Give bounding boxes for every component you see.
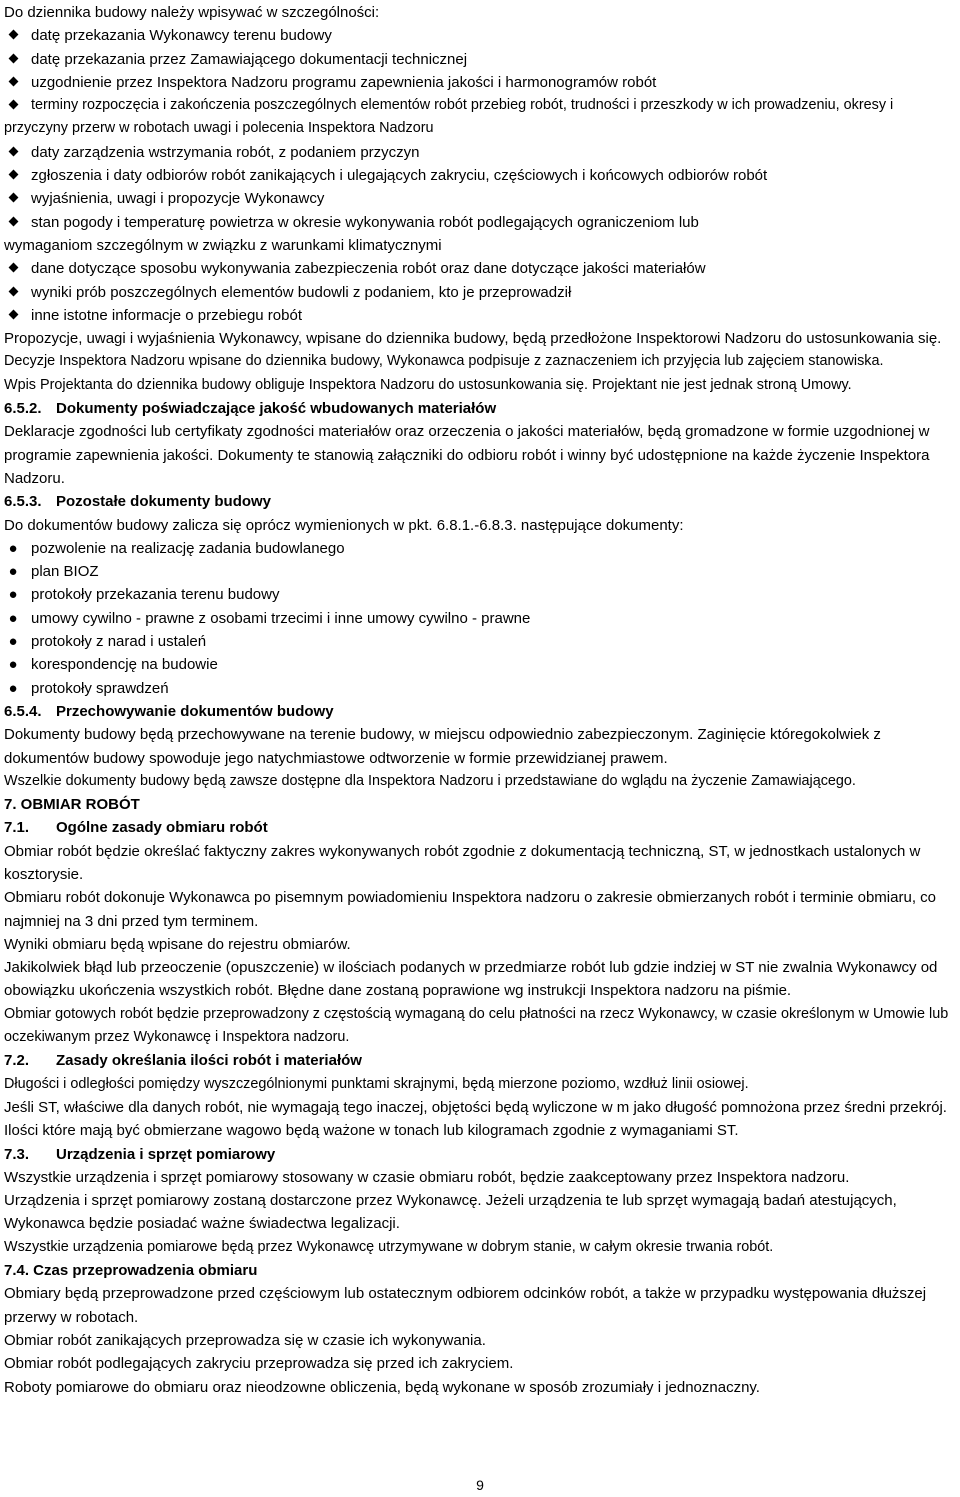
- list-item: ● plan BIOZ: [4, 560, 956, 583]
- list-item: daty zarządzenia wstrzymania robót, z podaniem przyczyn: [4, 141, 956, 164]
- section-heading: 6.5.3. Pozostałe dokumenty budowy: [4, 493, 272, 511]
- paragraph: Wszystkie urządzenia i sprzęt pomiarowy stosowany w czasie obmiaru robót, będzie zaakceptowany przez Inspektora nadzoru.: [4, 1168, 850, 1186]
- list-item: datę przekazania przez Zamawiającego dokumentacji technicznej: [4, 48, 956, 71]
- list-item: terminy rozpoczęcia i zakończenia poszczególnych elementów robót przebieg robót, trudności i przeszkody w ich prowadzeniu, okresy i: [4, 94, 956, 117]
- paragraph: Wszelkie dokumenty budowy będą zawsze dostępne dla Inspektora Nadzoru i przedstawiane do wglądu na życzenie Zamawiającego.: [4, 772, 856, 789]
- paragraph: Obmiar robót podlegających zakryciu przeprowadza się przed ich zakryciem.: [4, 1355, 514, 1373]
- paragraph: Jeśli ST, właściwe dla danych robót, nie wymagają tego inaczej, objętości będą wyliczone w m jako długość pomnożona przez średni przekrój.: [4, 1098, 947, 1116]
- bullet-dot-icon: ●: [8, 656, 18, 674]
- list-item: ● pozwolenie na realizację zadania budowlanego: [4, 537, 956, 560]
- other-docs-list: [4, 537, 956, 700]
- list-item: zgłoszenia i daty odbiorów robót zanikających i ulegających zakryciu, częściowych i końcowych odbiorów robót: [4, 164, 956, 187]
- list-item: ● umowy cywilno - prawne z osobami trzecimi i inne umowy cywilno - prawne: [4, 607, 956, 630]
- list-item: ● protokoły sprawdzeń: [4, 677, 956, 700]
- document-page: [4, 1, 956, 1399]
- list-item: dane dotyczące sposobu wykonywania zabezpieczenia robót oraz dane dotyczące jakości materiałów: [4, 257, 956, 280]
- diamond-bullet-icon: [4, 94, 22, 117]
- paragraph: Dokumenty budowy będą przechowywane na terenie budowy, w miejscu odpowiednio zabezpieczonym. Zaginięcie któregokolwiek z dokumentów budowy spowoduje jego natychmiastowe odtworzenie w formie przewidzianej prawem.: [4, 726, 881, 767]
- section-heading: 7.3. Urządzenia i sprzęt pomiarowy: [4, 1145, 276, 1163]
- diamond-bullet-icon: [4, 141, 22, 164]
- diamond-bullet-icon: [4, 164, 22, 187]
- bullet-dot-icon: ●: [8, 539, 18, 557]
- list-item-continuation: wymaganiom szczególnym w związku z warunkami klimatycznymi: [4, 236, 442, 254]
- diamond-bullet-icon: [4, 24, 22, 47]
- paragraph: Obmiary będą przeprowadzone przed częściowym lub ostatecznym odbiorem odcinków robót, a także w przypadku występowania dłuższej przerwy w robotach.: [4, 1285, 927, 1326]
- bullet-dot-icon: ●: [8, 563, 18, 581]
- paragraph: Wszystkie urządzenia pomiarowe będą przez Wykonawcę utrzymywane w dobrym stanie, w całym okresie trwania robót.: [4, 1238, 774, 1255]
- paragraph: Długości i odległości pomiędzy wyszczególnionymi punktami skrajnymi, będą mierzone poziomo, wzdłuż linii osiowej.: [4, 1075, 749, 1092]
- list-item: stan pogody i temperaturę powietrza w okresie wykonywania robót podlegających ograniczeniom lub: [4, 211, 956, 234]
- paragraph: Do dokumentów budowy zalicza się oprócz wymienionych w pkt. 6.8.1.-6.8.3. następujące dokumenty:: [4, 516, 684, 534]
- bullet-dot-icon: ●: [8, 633, 18, 651]
- chapter-heading: 7. OBMIAR ROBÓT: [4, 796, 140, 814]
- bullet-dot-icon: ●: [8, 586, 18, 604]
- diamond-bullet-icon: [4, 211, 22, 234]
- diamond-bullet-icon: [4, 187, 22, 210]
- paragraph: Obmiar gotowych robót będzie przeprowadzony z częstością wymaganą do celu płatności na rzecz Wykonawcy, w czasie określonym w Umowie lub oczekiwanym przez Wykonawcę i Inspektora nadzoru.: [4, 1005, 949, 1046]
- list-item-continuation: przyczyny przerw w robotach uwagi i polecenia Inspektora Nadzoru: [4, 120, 434, 137]
- list-item: datę przekazania Wykonawcy terenu budowy: [4, 24, 956, 47]
- diamond-bullet-icon: [4, 71, 22, 94]
- paragraph: Ilości które mają być obmierzane wagowo będą ważone w tonach lub kilogramach zgodnie z wymaganiami ST.: [4, 1122, 739, 1140]
- paragraph: Obmiaru robót dokonuje Wykonawca po pisemnym powiadomieniu Inspektora nadzoru o zakresie obmierzanych robót i terminie obmiaru, co najmniej na 3 dni przed tym terminem.: [4, 889, 936, 930]
- paragraph: Obmiar robót będzie określać faktyczny zakres wykonywanych robót zgodnie z dokumentacją techniczną, ST, w jednostkach ustalonych w kosztorysie.: [4, 842, 921, 883]
- diamond-bullet-icon: [4, 257, 22, 280]
- section-heading: 6.5.2. Dokumenty poświadczające jakość wbudowanych materiałów: [4, 400, 497, 418]
- list-item: wyniki prób poszczególnych elementów budowli z podaniem, kto je przeprowadził: [4, 281, 956, 304]
- diary-list: [4, 24, 956, 327]
- paragraph: Wyniki obmiaru będą wpisane do rejestru obmiarów.: [4, 935, 351, 953]
- page-number: 9: [476, 1477, 484, 1493]
- paragraph: Urządzenia i sprzęt pomiarowy zostaną dostarczone przez Wykonawcę. Jeżeli urządzenia te lub sprzęt wymagają badań atestujących, Wykonawca będzie posiadać ważne świadectwa legalizacji.: [4, 1192, 897, 1233]
- section-heading: 6.5.4. Przechowywanie dokumentów budowy: [4, 702, 334, 720]
- paragraph: Decyzje Inspektora Nadzoru wpisane do dziennika budowy, Wykonawca podpisuje z zaznaczeniem ich przyjęcia lub zajęciem stanowiska.: [4, 353, 884, 370]
- bullet-dot-icon: ●: [8, 679, 18, 697]
- list-item: uzgodnienie przez Inspektora Nadzoru programu zapewnienia jakości i harmonogramów robót: [4, 71, 956, 94]
- section-heading: 7.2. Zasady określania ilości robót i materiałów: [4, 1052, 362, 1070]
- list-item: inne istotne informacje o przebiegu robót: [4, 304, 956, 327]
- paragraph: Jakikolwiek błąd lub przeoczenie (opuszczenie) w ilościach podanych w przedmiarze robót lub gdzie indziej w ST nie zwalnia Wykonawcy od obowiązku ukończenia wszystkich robót. Błędne dane zostaną poprawione wg instrukcji Inspektora nadzoru na piśmie.: [4, 959, 938, 1000]
- diary-intro: Do dziennika budowy należy wpisywać w szczególności:: [4, 4, 380, 21]
- paragraph: Wpis Projektanta do dziennika budowy obliguje Inspektora Nadzoru do ustosunkowania się. Projektant nie jest jednak stroną Umowy.: [4, 376, 852, 393]
- list-item: ● protokoły przekazania terenu budowy: [4, 583, 956, 606]
- list-item: ● korespondencję na budowie: [4, 653, 956, 676]
- section-heading: 7.4. Czas przeprowadzenia obmiaru: [4, 1262, 258, 1280]
- bullet-dot-icon: ●: [8, 609, 18, 627]
- list-item: wyjaśnienia, uwagi i propozycje Wykonawcy: [4, 187, 956, 210]
- paragraph: Propozycje, uwagi i wyjaśnienia Wykonawcy, wpisane do dziennika budowy, będą przedłożone Inspektorowi Nadzoru do ustosunkowania się.: [4, 330, 942, 348]
- paragraph: Deklaracje zgodności lub certyfikaty zgodności materiałów oraz orzeczenia o jakości materiałów, będą gromadzone w formie uzgodnionej w programie zapewnienia jakości. Dokumenty te stanowią załączniki do odbioru robót i winny być udostępnione na każde życzenie Inspektora Nadzoru.: [4, 423, 930, 487]
- diamond-bullet-icon: [4, 304, 22, 327]
- section-heading: 7.1. Ogólne zasady obmiaru robót: [4, 819, 268, 837]
- paragraph: Roboty pomiarowe do obmiaru oraz nieodzowne obliczenia, będą wykonane w sposób zrozumiały i jednoznaczny.: [4, 1378, 760, 1396]
- list-item: ● protokoły z narad i ustaleń: [4, 630, 956, 653]
- diamond-bullet-icon: [4, 48, 22, 71]
- paragraph: Obmiar robót zanikających przeprowadza się w czasie ich wykonywania.: [4, 1331, 486, 1349]
- diamond-bullet-icon: [4, 281, 22, 304]
